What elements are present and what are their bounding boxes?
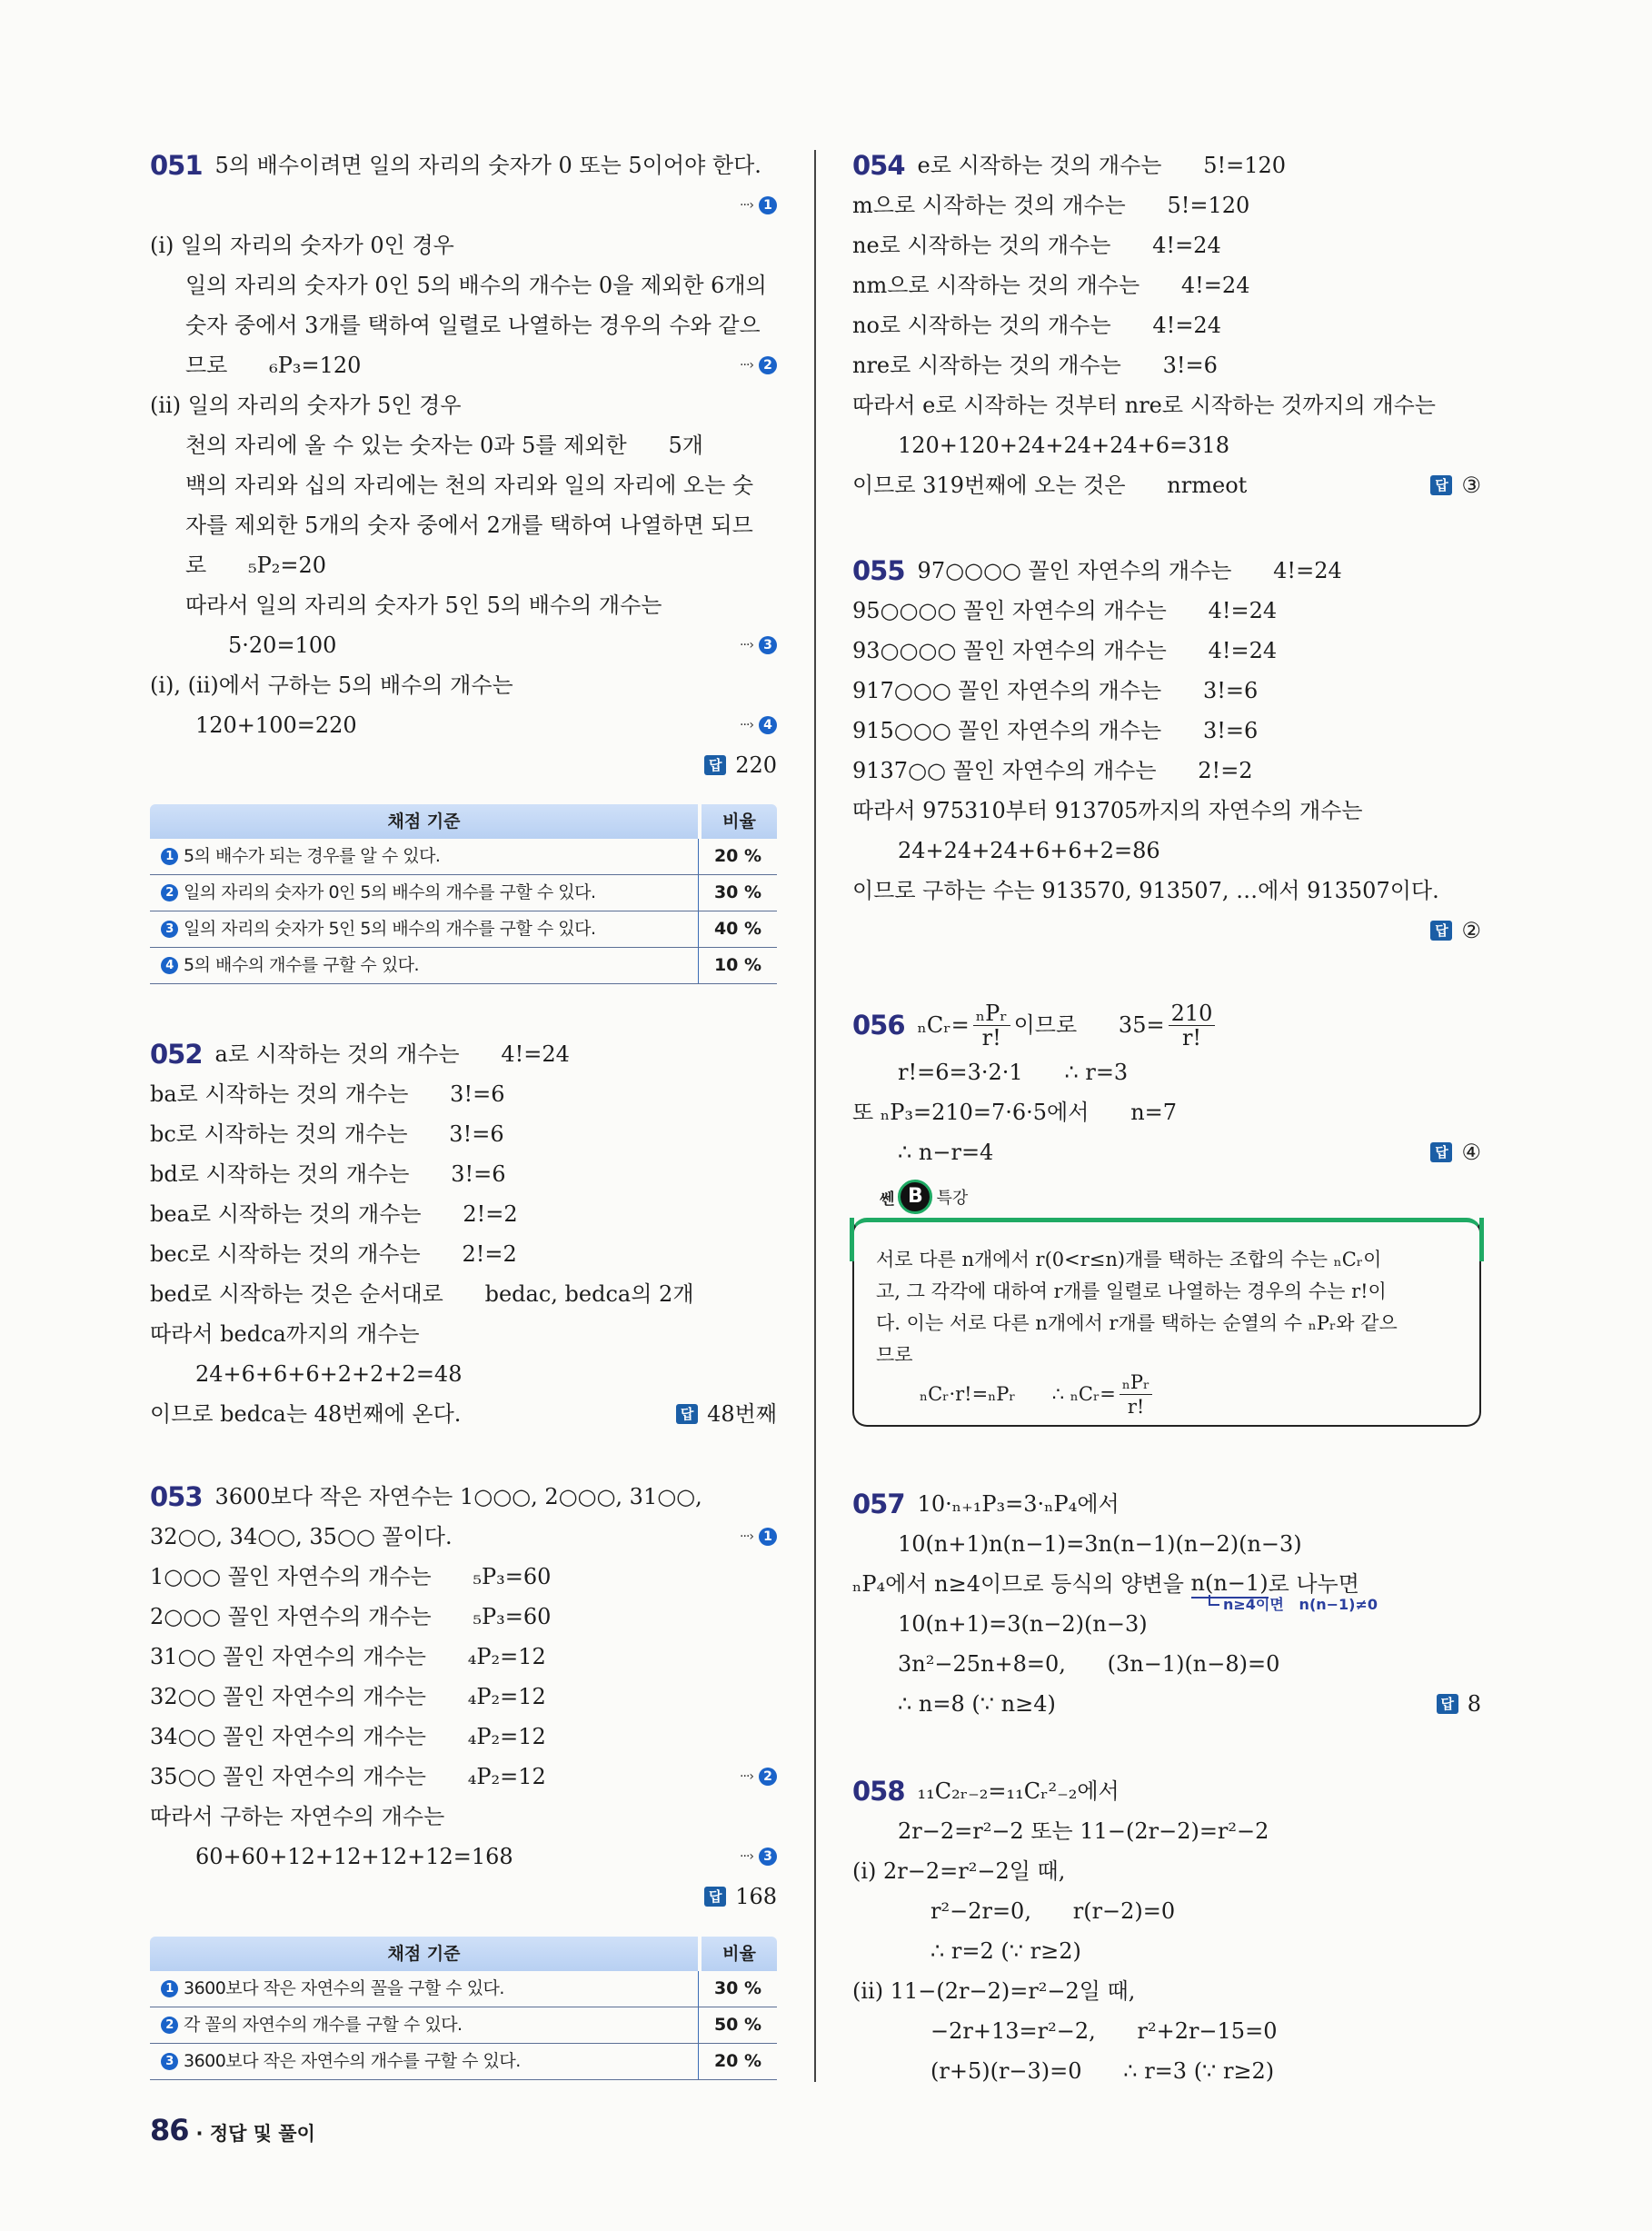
criteria-text: 5의 배수의 개수를 구할 수 있다. (184, 955, 420, 975)
step-number-icon: 2 (161, 2017, 178, 2034)
tip-formula-left: ₙCᵣ·r!=ₙPᵣ ∴ ₙCᵣ= (920, 1382, 1116, 1405)
line-text: ba로 시작하는 것의 개수는 3!=6 (150, 1081, 505, 1107)
solution-line (150, 1114, 777, 1154)
solution-line (852, 831, 1481, 871)
fraction-numerator: ₙPᵣ (973, 1001, 1010, 1026)
answer-value: ③ (1461, 473, 1481, 498)
line-text: 백의 자리와 십의 자리에는 천의 자리와 일의 자리에 오는 숫 (185, 473, 754, 498)
line-text: nm으로 시작하는 것의 개수는 4!=24 (852, 273, 1250, 298)
line-text: 므로 ₆P₃=120 (185, 353, 362, 378)
solution-051 (150, 145, 777, 785)
solution-line (150, 1234, 777, 1274)
answer (1430, 1132, 1481, 1172)
solution-line (150, 625, 777, 665)
criteria-text: 3600보다 작은 자연수의 꼴을 구할 수 있다. (184, 1978, 504, 1998)
step-number-icon: 1 (161, 1980, 178, 1997)
line-text: 60+60+12+12+12+12=168 (195, 1844, 513, 1869)
answer-value: 168 (735, 1884, 777, 1909)
line-text: 이므로 35= (1013, 1012, 1165, 1038)
line-text: −2r+13=r²−2, r²+2r−15=0 (930, 2018, 1278, 2044)
header-criteria: 채점 기준 (150, 804, 698, 839)
line-text: (ⅰ) 일의 자리의 숫자가 0인 경우 (150, 233, 454, 258)
line-text: 10(n+1)=3(n−2)(n−3) (898, 1611, 1148, 1637)
problem-number: 056 (852, 1010, 905, 1041)
annotation-note: n≥4이면 n(n−1)≠0 (1209, 1595, 1378, 1614)
solution-line (852, 1052, 1481, 1092)
step-number-icon: 3 (161, 2053, 178, 2070)
problem-number: 054 (852, 150, 905, 181)
solution-line (852, 465, 1481, 505)
step-number-icon: ···› 4 (759, 716, 777, 734)
solution-line (852, 998, 1481, 1052)
tip-logo-b-icon: B (898, 1180, 932, 1214)
solution-line (852, 1891, 1481, 1931)
line-text: e로 시작하는 것의 개수는 5!=120 (917, 153, 1287, 178)
tip-formula (876, 1371, 1463, 1417)
scoring-table-051 (150, 804, 777, 984)
problem-number: 051 (150, 150, 203, 181)
solution-line (852, 751, 1481, 791)
table-header (150, 1937, 777, 1971)
problem-number: 055 (852, 555, 905, 586)
line-text: bc로 시작하는 것의 개수는 3!=6 (150, 1121, 504, 1147)
solution-line (150, 1194, 777, 1234)
line-text: 93○○○○ 꼴인 자연수의 개수는 4!=24 (852, 638, 1278, 663)
fraction-denominator: r! (1181, 1024, 1202, 1051)
solution-line (852, 2051, 1481, 2091)
criteria-cell (150, 839, 698, 874)
table-row (150, 875, 777, 911)
solution-line (150, 1274, 777, 1314)
line-text: 95○○○○ 꼴인 자연수의 개수는 4!=24 (852, 598, 1278, 623)
line-text: 또 ₙP₃=210=7·6·5에서 n=7 (852, 1100, 1178, 1125)
problem-number: 052 (150, 1039, 203, 1070)
solution-line (150, 1557, 777, 1597)
solution-line (852, 385, 1481, 425)
line-text: 32○○, 34○○, 35○○ 꼴이다. (150, 1524, 453, 1549)
line-text: nre로 시작하는 것의 개수는 3!=6 (852, 353, 1218, 378)
solution-line (852, 185, 1481, 225)
step-number-icon: 3 (161, 921, 178, 938)
step-number-icon: ···› 2 (759, 1768, 777, 1786)
line-text: 9137○○ 꼴인 자연수의 개수는 2!=2 (852, 758, 1253, 783)
solution-line (150, 1154, 777, 1194)
solution-line (150, 1074, 777, 1114)
table-row (150, 911, 777, 948)
line-text: no로 시작하는 것의 개수는 4!=24 (852, 313, 1221, 338)
line-text: 3n²−25n+8=0, (3n−1)(n−8)=0 (898, 1651, 1280, 1677)
criteria-text: 각 꼴의 자연수의 개수를 구할 수 있다. (184, 2015, 463, 2035)
answer-label-icon: 답 (1430, 475, 1452, 495)
solution-line (852, 1132, 1481, 1172)
ratio-cell: 20 % (698, 2044, 777, 2079)
answer-label-icon: 답 (704, 755, 726, 775)
line-text: 따라서 구하는 자연수의 개수는 (150, 1804, 445, 1829)
solution-line (852, 2011, 1481, 2051)
line-text: 31○○ 꼴인 자연수의 개수는 ₄P₂=12 (150, 1644, 546, 1669)
solution-line (852, 1092, 1481, 1132)
solution-line (150, 1797, 777, 1837)
header-criteria: 채점 기준 (150, 1937, 698, 1971)
solution-line (852, 711, 1481, 751)
criteria-cell (150, 2044, 698, 2079)
answer (1430, 465, 1481, 505)
tip-content (876, 1244, 1463, 1417)
section-title: · 정답 및 풀이 (195, 2123, 315, 2145)
answer (1437, 1684, 1481, 1724)
scoring-table-053 (150, 1937, 777, 2080)
underlined-expression: n(n−1) (1191, 1569, 1269, 1599)
line-text: 자를 제외한 5개의 숫자 중에서 2개를 택하여 나열하면 되므 (185, 513, 753, 538)
criteria-text: 5의 배수가 되는 경우를 알 수 있다. (184, 846, 441, 866)
solution-line (852, 1564, 1481, 1613)
step-marker (740, 1517, 777, 1557)
criteria-cell (150, 1971, 698, 2007)
solution-line (852, 425, 1481, 465)
solution-line (852, 305, 1481, 345)
line-text: 이므로 319번째에 오는 것은 nrmeot (852, 473, 1248, 498)
line-text: ∴ r=2 (∵ r≥2) (930, 1938, 1081, 1964)
criteria-text: 3600보다 작은 자연수의 개수를 구할 수 있다. (184, 2051, 521, 2071)
header-ratio: 비율 (702, 804, 777, 839)
solution-line (852, 591, 1481, 631)
solution-line (150, 465, 777, 505)
solution-line (852, 911, 1481, 951)
answer-value: 220 (735, 752, 777, 778)
table-row (150, 839, 777, 875)
tip-logo (880, 1180, 968, 1214)
step-marker (740, 345, 777, 385)
solution-line (150, 1717, 777, 1757)
line-text: r²−2r=0, r(r−2)=0 (930, 1898, 1176, 1924)
tip-line: 다. 이는 서로 다른 n개에서 r개를 택하는 순열의 수 ₙPᵣ와 같으 (876, 1312, 1398, 1334)
answer-value: 8 (1467, 1691, 1481, 1717)
answer-label-icon: 답 (704, 1887, 726, 1907)
answer-value: ④ (1461, 1140, 1481, 1165)
solution-line (852, 345, 1481, 385)
answer (704, 1877, 777, 1917)
table-row (150, 948, 777, 984)
line-text: ne로 시작하는 것의 개수는 4!=24 (852, 233, 1221, 258)
criteria-cell (150, 875, 698, 911)
fraction-numerator: ₙPᵣ (1120, 1370, 1153, 1395)
solution-line (852, 1604, 1481, 1644)
solution-line (852, 265, 1481, 305)
solution-line (150, 1637, 777, 1677)
line-text: 로 ₅P₂=20 (185, 553, 326, 578)
criteria-text: 일의 자리의 숫자가 0인 5의 배수의 개수를 구할 수 있다. (184, 882, 596, 902)
line-text: 이므로 구하는 수는 913570, 913507, …에서 913507이다. (852, 878, 1439, 903)
solution-054 (852, 145, 1481, 505)
solution-057 (852, 1484, 1481, 1724)
line-text: ₙCᵣ= (917, 1012, 970, 1038)
solution-line (150, 1354, 777, 1394)
line-text: ∴ n=8 (∵ n≥4) (898, 1691, 1056, 1717)
line-text: 5의 배수이려면 일의 자리의 숫자가 0 또는 5이어야 한다. (214, 153, 761, 178)
ratio-cell: 30 % (698, 1971, 777, 2007)
solution-line (852, 871, 1481, 911)
solution-line (150, 385, 777, 425)
line-text: 따라서 일의 자리의 숫자가 5인 5의 배수의 개수는 (185, 593, 662, 618)
step-number-icon: ···› 3 (759, 1848, 777, 1866)
line-text: 일의 자리의 숫자가 0인 5의 배수의 개수는 0을 제외한 6개의 (185, 273, 767, 298)
solution-line (852, 1484, 1481, 1524)
solution-line (150, 665, 777, 705)
solution-line (852, 145, 1481, 185)
line-text: 97○○○○ 꼴인 자연수의 개수는 4!=24 (917, 558, 1342, 583)
answer-label-icon: 답 (676, 1404, 698, 1424)
solution-line (150, 185, 777, 225)
solution-line (150, 265, 777, 305)
table-row (150, 1971, 777, 2007)
ratio-cell: 20 % (698, 839, 777, 874)
line-text: bd로 시작하는 것의 개수는 3!=6 (150, 1161, 506, 1187)
line-text: 32○○ 꼴인 자연수의 개수는 ₄P₂=12 (150, 1684, 546, 1709)
line-text: ∴ n−r=4 (898, 1140, 994, 1165)
line-text: 2r−2=r²−2 또는 11−(2r−2)=r²−2 (898, 1818, 1269, 1844)
solution-line (852, 225, 1481, 265)
solution-055 (852, 551, 1481, 951)
line-text: 24+24+24+6+6+2=86 (898, 838, 1160, 863)
step-number-icon: 4 (161, 957, 178, 974)
line-text: (ⅱ) 11−(2r−2)=r²−2일 때, (852, 1978, 1136, 2004)
solution-line (150, 1837, 777, 1877)
line-text: 따라서 975310부터 913705까지의 자연수의 개수는 (852, 798, 1363, 823)
tip-logo-title: 특강 (936, 1189, 969, 1208)
line-text: 35○○ 꼴인 자연수의 개수는 ₄P₂=12 (150, 1764, 546, 1789)
line-text: 10(n+1)n(n−1)=3n(n−1)(n−2)(n−3) (898, 1531, 1302, 1557)
answer (676, 1394, 777, 1434)
solution-line (150, 1034, 777, 1074)
table-header (150, 804, 777, 839)
solution-058 (852, 1771, 1481, 2091)
line-text: 2○○○ 꼴인 자연수의 개수는 ₅P₃=60 (150, 1604, 552, 1629)
solution-053 (150, 1477, 777, 1917)
line-text: 5·20=100 (228, 632, 337, 658)
line-text: 3600보다 작은 자연수는 1○○○, 2○○○, 31○○, (214, 1484, 702, 1509)
header-ratio: 비율 (702, 1937, 777, 1971)
solution-line (150, 1757, 777, 1797)
tip-logo-ssen: 쎈 (880, 1190, 895, 1209)
fraction (1120, 1370, 1153, 1419)
solution-line (150, 1877, 777, 1917)
step-marker (740, 1837, 777, 1877)
ratio-cell: 50 % (698, 2007, 777, 2043)
line-text: 120+100=220 (195, 712, 357, 738)
solution-line (852, 1684, 1481, 1724)
line-text: 1○○○ 꼴인 자연수의 개수는 ₅P₃=60 (150, 1564, 552, 1589)
solution-line (852, 1811, 1481, 1851)
line-text: bed로 시작하는 것은 순서대로 bedac, bedca의 2개 (150, 1281, 694, 1307)
line-text: 따라서 e로 시작하는 것부터 nre로 시작하는 것까지의 개수는 (852, 393, 1436, 418)
page-footer (150, 2113, 315, 2147)
line-text: r!=6=3·2·1 ∴ r=3 (898, 1060, 1129, 1085)
line-text: bec로 시작하는 것의 개수는 2!=2 (150, 1241, 517, 1267)
solution-line (150, 1394, 777, 1434)
criteria-cell (150, 948, 698, 983)
line-text: 천의 자리에 올 수 있는 숫자는 0과 5를 제외한 5개 (185, 433, 703, 458)
criteria-cell (150, 911, 698, 947)
page-number: 86 (150, 2113, 189, 2147)
solution-056 (852, 998, 1481, 1172)
step-marker (740, 625, 777, 665)
line-text: (ⅱ) 일의 자리의 숫자가 5인 경우 (150, 393, 462, 418)
step-marker (740, 185, 777, 225)
solution-line (150, 1517, 777, 1557)
line-text: (ⅰ), (ⅱ)에서 구하는 5의 배수의 개수는 (150, 672, 513, 698)
line-text: 로 나누면 (1268, 1571, 1359, 1597)
column-divider (814, 150, 816, 2082)
solution-line (150, 305, 777, 345)
solution-line (150, 745, 777, 785)
solution-line (150, 1477, 777, 1517)
line-text: 따라서 bedca까지의 개수는 (150, 1321, 420, 1347)
line-text: 917○○○ 꼴인 자연수의 개수는 3!=6 (852, 678, 1259, 703)
solution-line (852, 1771, 1481, 1811)
solution-line (150, 1677, 777, 1717)
line-text: (r+5)(r−3)=0 ∴ r=3 (∵ r≥2) (930, 2058, 1275, 2084)
solution-line (852, 1524, 1481, 1564)
step-number-icon: ···› 2 (759, 356, 777, 374)
solution-line (852, 551, 1481, 591)
step-number-icon: ···› 1 (759, 1528, 777, 1546)
answer-label-icon: 답 (1430, 921, 1452, 941)
line-text: ₙP₄에서 n≥4이므로 등식의 양변을 (852, 1571, 1191, 1597)
solution-line (852, 631, 1481, 671)
solution-line (852, 791, 1481, 831)
tip-line: 서로 다른 n개에서 r(0<r≤n)개를 택하는 조합의 수는 ₙCᵣ이 (876, 1249, 1382, 1270)
solution-line (150, 425, 777, 465)
line-text: 120+120+24+24+24+6=318 (898, 433, 1229, 458)
line-text: m으로 시작하는 것의 개수는 5!=120 (852, 193, 1250, 218)
line-text: bea로 시작하는 것의 개수는 2!=2 (150, 1201, 518, 1227)
ratio-cell: 10 % (698, 948, 777, 983)
problem-number: 053 (150, 1481, 203, 1512)
ratio-cell: 40 % (698, 911, 777, 947)
solution-line (150, 1314, 777, 1354)
line-text: 34○○ 꼴인 자연수의 개수는 ₄P₂=12 (150, 1724, 546, 1749)
solution-line (150, 225, 777, 265)
answer-value: 48번째 (707, 1401, 777, 1427)
table-row (150, 2007, 777, 2044)
tip-line: 므로 (876, 1344, 913, 1366)
solution-line (150, 1597, 777, 1637)
solution-line (150, 585, 777, 625)
step-number-icon: 1 (161, 848, 178, 865)
fraction-denominator: r! (981, 1024, 1001, 1051)
solution-line (150, 505, 777, 545)
fraction-denominator: r! (1127, 1395, 1145, 1418)
solution-line (852, 1971, 1481, 2011)
step-number-icon: ···› 3 (759, 636, 777, 654)
fraction (1169, 1001, 1216, 1050)
tip-box (852, 1218, 1481, 1427)
step-number-icon: 2 (161, 884, 178, 901)
line-text: 숫자 중에서 3개를 택하여 일렬로 나열하는 경우의 수와 같으 (185, 313, 761, 338)
line-text: ₁₁C₂ᵣ₋₂=₁₁Cᵣ²₋₂에서 (917, 1778, 1120, 1804)
step-marker (740, 1757, 777, 1797)
problem-number: 058 (852, 1776, 905, 1807)
step-marker (740, 705, 777, 745)
solution-line (150, 545, 777, 585)
solution-line (150, 705, 777, 745)
solution-line (852, 671, 1481, 711)
line-text: 915○○○ 꼴인 자연수의 개수는 3!=6 (852, 718, 1259, 743)
table-row (150, 2044, 777, 2080)
fraction-numerator: 210 (1169, 1001, 1216, 1026)
fraction (973, 1001, 1010, 1050)
criteria-text: 일의 자리의 숫자가 5인 5의 배수의 개수를 구할 수 있다. (184, 919, 596, 939)
answer-label-icon: 답 (1430, 1142, 1452, 1162)
answer-label-icon: 답 (1437, 1694, 1458, 1714)
solution-line (150, 145, 777, 185)
line-text: 10·ₙ₊₁P₃=3·ₙP₄에서 (917, 1491, 1120, 1517)
line-text: 24+6+6+6+2+2+2=48 (195, 1361, 463, 1387)
answer (1430, 911, 1481, 951)
tip-line: 고, 그 각각에 대하여 r개를 일렬로 나열하는 경우의 수는 r!이 (876, 1280, 1387, 1302)
line-text: 이므로 bedca는 48번째에 온다. (150, 1401, 462, 1427)
ratio-cell: 30 % (698, 875, 777, 911)
line-text: (ⅰ) 2r−2=r²−2일 때, (852, 1858, 1066, 1884)
solution-line (150, 345, 777, 385)
step-number-icon: ···› 1 (759, 196, 777, 214)
line-text: a로 시작하는 것의 개수는 4!=24 (214, 1041, 570, 1067)
solution-line (852, 1644, 1481, 1684)
solution-line (852, 1931, 1481, 1971)
answer (704, 745, 777, 785)
solution-052 (150, 1034, 777, 1434)
answer-value: ② (1461, 918, 1481, 943)
criteria-cell (150, 2007, 698, 2043)
solution-line (852, 1851, 1481, 1891)
problem-number: 057 (852, 1489, 905, 1519)
